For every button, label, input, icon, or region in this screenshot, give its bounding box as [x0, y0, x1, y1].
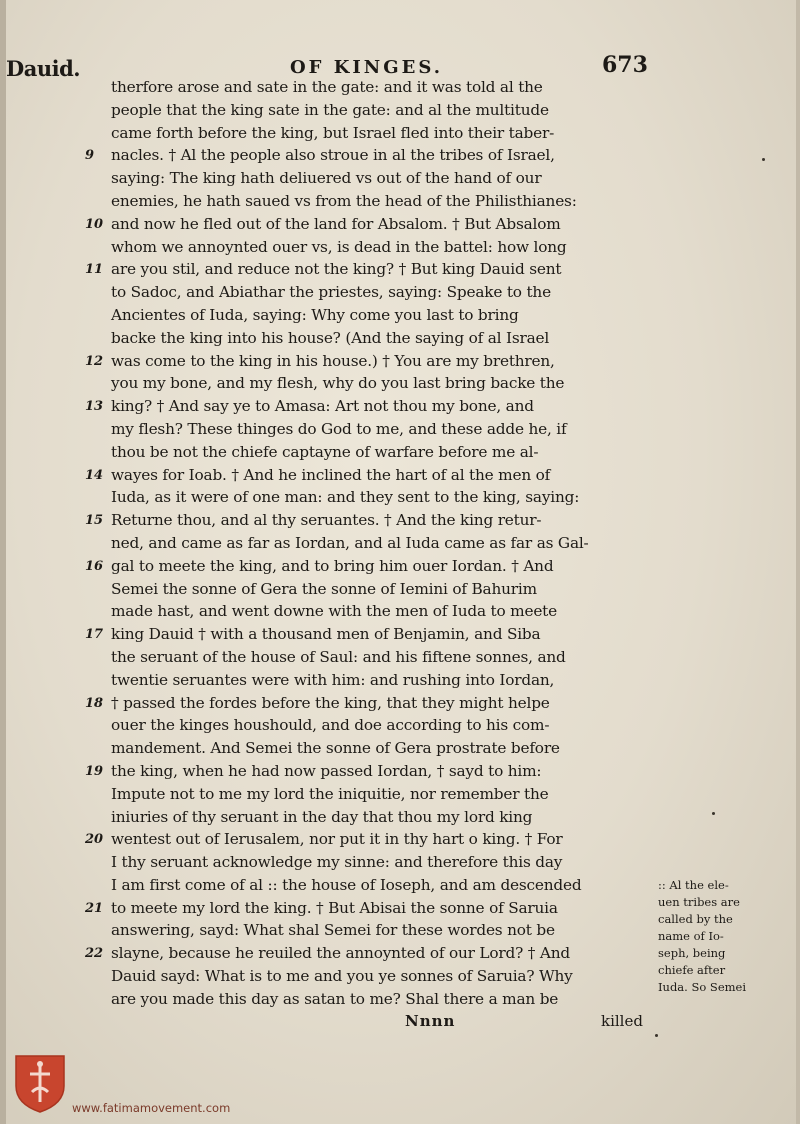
text-line: [0, 236, 800, 259]
text-line: [0, 600, 800, 623]
text-line: [0, 806, 800, 829]
text-line: [0, 646, 800, 669]
line-text: ned, and came as far as Iordan, and al Iuda came as far as Gal-: [111, 533, 589, 552]
verse-number: 10: [85, 216, 104, 232]
text-line: [0, 828, 800, 851]
margin-note-line: Iuda. So Semei: [658, 980, 747, 994]
line-text: thou be not the chiefe captayne of warfare before me al-: [111, 442, 539, 461]
line-text: Iuda, as it were of one man: and they sent to the king, saying:: [111, 488, 580, 507]
text-line: [0, 464, 800, 487]
line-text: Ancientes of Iuda, saying: Why come you last to bring: [111, 305, 519, 324]
text-line: [0, 304, 800, 327]
book-title: OF KINGES.: [290, 57, 443, 78]
verse-number: 21: [85, 900, 104, 916]
text-line: [0, 509, 800, 532]
line-text: and now he fled out of the land for Absalom. † But Absalom: [111, 214, 561, 233]
margin-note-line: uen tribes are: [658, 895, 740, 909]
line-text: slayne, because he reuiled the annoynted of our Lord? † And: [111, 944, 570, 963]
text-line: [0, 486, 800, 509]
margin-note: [658, 877, 778, 996]
print-speck: [712, 812, 715, 815]
verse-number: 16: [85, 558, 104, 574]
text-line: [0, 692, 800, 715]
text-line: [0, 327, 800, 350]
text-line: [0, 714, 800, 737]
verse-number: 12: [85, 353, 104, 369]
text-line: [0, 99, 800, 122]
text-line: [0, 418, 800, 441]
verse-number: 19: [85, 763, 104, 779]
line-text: mandement. And Semei the sonne of Gera prostrate before: [111, 739, 560, 758]
margin-note-line: chiefe after: [658, 963, 726, 977]
line-text: king Dauid † with a thousand men of Benjamin, and Siba: [111, 625, 541, 644]
text-line: [0, 441, 800, 464]
line-text: was come to the king in his house.) † You are my brethren,: [111, 351, 555, 370]
text-line: [0, 623, 800, 646]
line-text: gal to meete the king, and to bring him ouer Iordan. † And: [111, 556, 554, 575]
line-text: ouer the kinges houshould, and doe according to his com-: [111, 716, 550, 735]
line-text: iniuries of thy seruant in the day that thou my lord king: [111, 807, 533, 826]
line-text: Semei the sonne of Gera the sonne of Iemini of Bahurim: [111, 579, 537, 598]
text-line: [0, 122, 800, 145]
catchword: killed: [601, 1012, 643, 1030]
line-text: to Sadoc, and Abiathar the priestes, saying: Speake to the: [111, 283, 551, 302]
verse-number: 13: [85, 399, 104, 415]
verse-number: 17: [85, 627, 104, 643]
verse-number: 11: [85, 262, 104, 278]
margin-note-line: :: Al the ele-: [658, 878, 729, 892]
line-text: you my bone, and my flesh, why do you last bring backe the: [111, 374, 565, 393]
text-line: [0, 532, 800, 555]
text-line: [0, 669, 800, 692]
line-text: I thy seruant acknowledge my sinne: and therefore this day: [111, 853, 563, 872]
text-line: [0, 555, 800, 578]
website-link[interactable]: www.fatimamovement.com: [72, 1101, 231, 1115]
text-line: [0, 167, 800, 190]
line-text: made hast, and went downe with the men of Iuda to meete: [111, 602, 557, 621]
text-line: [0, 350, 800, 373]
line-text: wayes for Ioab. † And he inclined the hart of al the men of: [111, 465, 551, 484]
line-text: my flesh? These thinges do God to me, and these adde he, if: [111, 419, 567, 438]
text-line: [0, 144, 800, 167]
running-head: Dauid.: [6, 56, 81, 81]
line-text: people that the king sate in the gate: and al the multitude: [111, 100, 549, 119]
line-text: nacles. † Al the people also stroue in al the tribes of Israel,: [111, 146, 555, 165]
text-line: [0, 760, 800, 783]
text-line: [0, 783, 800, 806]
margin-note-line: seph, being: [658, 946, 726, 960]
signature-mark: Nnnn: [405, 1012, 456, 1030]
text-line: [0, 395, 800, 418]
line-text: are you made this day as satan to me? Shal there a man be: [111, 989, 559, 1008]
text-line: [0, 76, 800, 99]
text-line: [0, 578, 800, 601]
line-text: enemies, he hath saued vs from the head of the Philisthianes:: [111, 191, 577, 210]
line-text: king? † And say ye to Amasa: Art not thou my bone, and: [111, 397, 534, 416]
print-speck: [655, 1034, 658, 1037]
verse-number: 9: [85, 148, 95, 164]
verse-number: 15: [85, 513, 104, 529]
line-text: backe the king into his house? (And the saying of al Israel: [111, 328, 550, 347]
page-number: 673: [602, 52, 648, 78]
print-speck: [762, 158, 765, 161]
line-text: are you stil, and reduce not the king? † But king Dauid sent: [111, 260, 562, 279]
line-text: † passed the fordes before the king, that they might helpe: [111, 693, 550, 712]
line-text: came forth before the king, but Israel fled into their taber-: [111, 123, 555, 142]
verse-number: 14: [85, 467, 104, 483]
line-text: saying: The king hath deliuered vs out of the hand of our: [111, 169, 542, 188]
text-line: [0, 737, 800, 760]
line-text: therfore arose and sate in the gate: and it was told al the: [111, 78, 543, 96]
text-line: [0, 851, 800, 874]
margin-note-line: name of Io-: [658, 929, 724, 943]
margin-note-line: called by the: [658, 912, 733, 926]
text-line: [0, 372, 800, 395]
text-line: [0, 213, 800, 236]
text-line: [0, 190, 800, 213]
body-text: [0, 76, 800, 1011]
fatima-logo-icon: [12, 1052, 68, 1114]
line-text: Dauid sayd: What is to me and you ye sonnes of Saruia? Why: [111, 967, 573, 986]
line-text: Impute not to me my lord the iniquitie, nor remember the: [111, 784, 549, 803]
line-text: twentie seruantes were with him: and rushing into Iordan,: [111, 670, 555, 689]
line-text: Returne thou, and al thy seruantes. † And the king retur-: [111, 511, 542, 530]
line-text: to meete my lord the king. † But Abisai the sonne of Saruia: [111, 898, 558, 917]
verse-number: 22: [85, 946, 104, 962]
line-text: the king, when he had now passed Iordan, † sayd to him:: [111, 761, 542, 780]
verse-number: 20: [85, 832, 104, 848]
verse-number: 18: [85, 695, 104, 711]
line-text: the seruant of the house of Saul: and his fiftene sonnes, and: [111, 647, 566, 666]
line-text: I am first come of al :: the house of Ioseph, and am descended: [111, 875, 582, 894]
line-text: whom we annoynted ouer vs, is dead in the battel: how long: [111, 237, 567, 256]
text-line: [0, 281, 800, 304]
line-text: answering, sayd: What shal Semei for these wordes not be: [111, 921, 555, 940]
text-line: [0, 258, 800, 281]
line-text: wentest out of Ierusalem, nor put it in thy hart o king. † For: [111, 830, 563, 849]
